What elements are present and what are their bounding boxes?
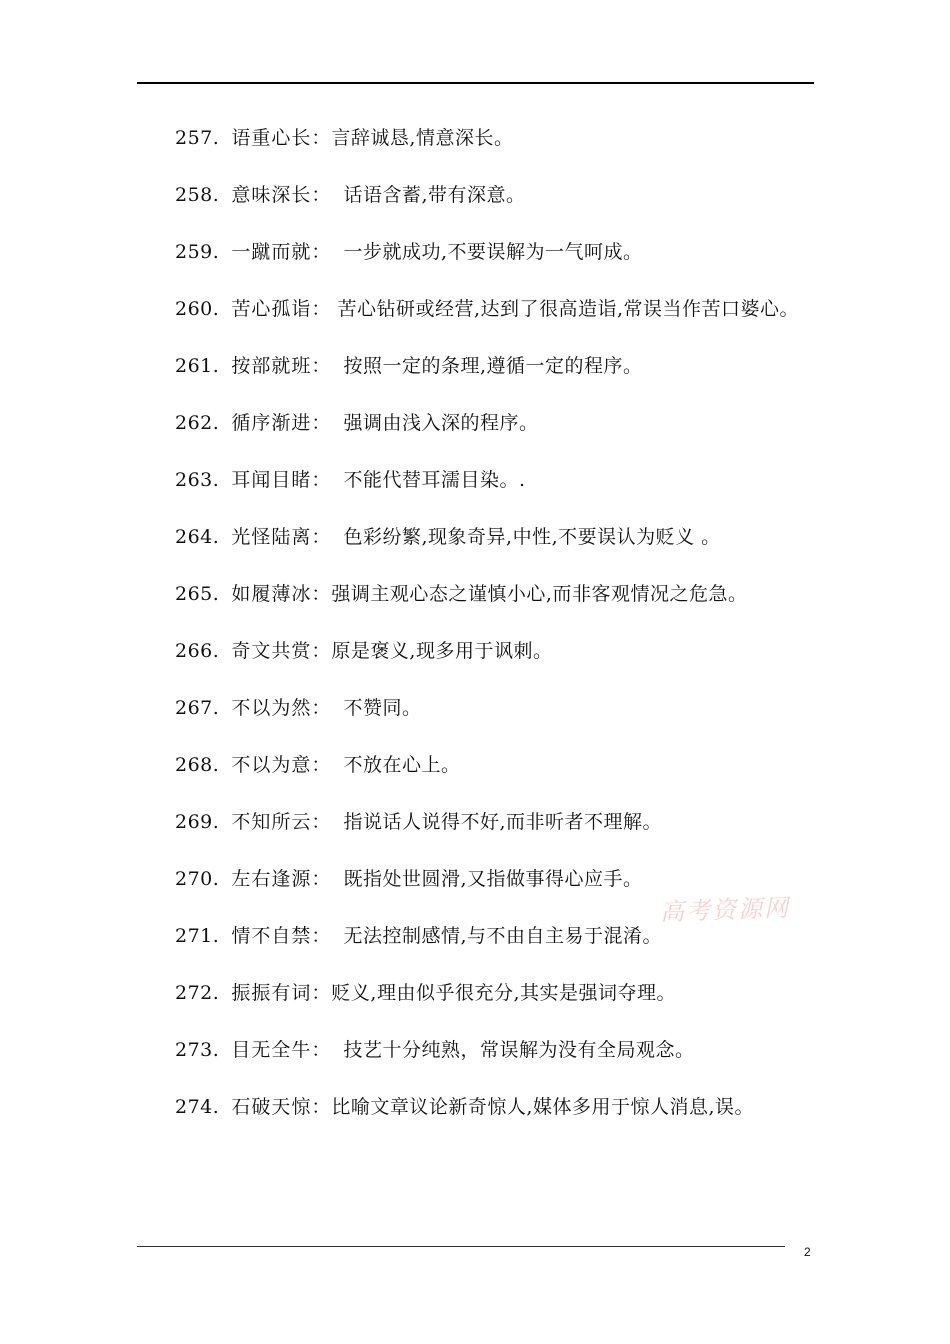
page-number: 2 [804, 1245, 811, 1259]
entry-term: 苦心孤诣： [231, 298, 332, 320]
entry-definition: 原是褒义,现多用于讽刺。 [331, 640, 553, 662]
list-item [137, 1089, 817, 1126]
entry-number: 266. [175, 640, 220, 662]
watermark-text: 高考资源网 [659, 893, 791, 927]
list-item [137, 120, 817, 157]
entry-term: 语重心长： [231, 127, 332, 149]
entry-term: 不知所云： [231, 811, 332, 833]
entry-term: 按部就班： [231, 355, 332, 377]
list-item [137, 690, 817, 727]
entry-term: 情不自禁： [231, 925, 332, 947]
entry-number: 273. [175, 1039, 220, 1061]
entry-number: 274. [175, 1096, 220, 1118]
entry-term: 振振有词： [231, 982, 332, 1004]
entry-number: 261. [175, 355, 220, 377]
entry-term: 如履薄冰： [231, 583, 332, 605]
entry-number: 272. [175, 982, 220, 1004]
entry-definition: 色彩纷繁,现象奇异,中性,不要误认为贬义 。 [343, 526, 721, 548]
entry-term: 耳闻目睹： [231, 469, 332, 491]
entry-definition: 比喻文章议论新奇惊人,媒体多用于惊人消息,误。 [331, 1096, 755, 1118]
list-item [137, 747, 817, 784]
entry-number: 262. [175, 412, 220, 434]
idiom-list [137, 120, 817, 1146]
entry-number: 269. [175, 811, 220, 833]
list-item [137, 519, 817, 556]
entry-number: 263. [175, 469, 220, 491]
entry-number: 268. [175, 754, 220, 776]
entry-number: 264. [175, 526, 220, 548]
entry-term: 左右逢源： [231, 868, 332, 890]
entry-definition: 既指处世圆滑,又指做事得心应手。 [343, 868, 643, 890]
entry-definition: 言辞诚恳,情意深长。 [331, 127, 514, 149]
list-item [137, 348, 817, 385]
list-item [137, 576, 817, 613]
entry-definition: 不赞同。 [343, 697, 422, 719]
entry-definition: 话语含蓄,带有深意。 [343, 184, 526, 206]
list-item [137, 1032, 817, 1069]
entry-number: 270. [175, 868, 220, 890]
entry-term: 不以为然： [231, 697, 332, 719]
entry-term: 一蹴而就： [231, 241, 332, 263]
entry-number: 271. [175, 925, 220, 947]
entry-definition: 强调由浅入深的程序。 [343, 412, 539, 434]
list-item [137, 405, 817, 442]
entry-term: 意味深长： [231, 184, 332, 206]
entry-term: 目无全牛： [231, 1039, 332, 1061]
entry-number: 260. [175, 298, 220, 320]
entry-term: 奇文共赏： [231, 640, 332, 662]
list-item [137, 462, 817, 499]
entry-definition: 无法控制感情,与不由自主易于混淆。 [343, 925, 663, 947]
entry-number: 265. [175, 583, 220, 605]
entry-term: 光怪陆离： [231, 526, 332, 548]
entry-number: 259. [175, 241, 220, 263]
list-item [137, 291, 817, 328]
entry-number: 257. [175, 127, 220, 149]
list-item [137, 633, 817, 670]
entry-term: 循序渐进： [231, 412, 332, 434]
list-item [137, 975, 817, 1012]
entry-definition: 苦心钻研或经营,达到了很高造诣,常误当作苦口婆心。 [337, 298, 800, 320]
entry-definition: 不能代替耳濡目染。. [343, 469, 526, 491]
entry-definition: 技艺十分纯熟，常误解为没有全局观念。 [343, 1039, 695, 1061]
entry-definition: 强调主观心态之谨慎小心,而非客观情况之危急。 [331, 583, 748, 605]
header-rule [137, 82, 814, 84]
entry-number: 258. [175, 184, 220, 206]
entry-term: 石破天惊： [231, 1096, 332, 1118]
list-item [137, 177, 817, 214]
list-item [137, 804, 817, 841]
entry-definition: 指说话人说得不好,而非听者不理解。 [343, 811, 663, 833]
entry-definition: 一步就成功,不要误解为一气呵成。 [343, 241, 643, 263]
list-item [137, 234, 817, 271]
entry-definition: 按照一定的条理,遵循一定的程序。 [343, 355, 643, 377]
footer-rule [137, 1246, 785, 1247]
entry-term: 不以为意： [231, 754, 332, 776]
entry-definition: 贬义,理由似乎很充分,其实是强词夺理。 [331, 982, 677, 1004]
entry-definition: 不放在心上。 [343, 754, 461, 776]
entry-number: 267. [175, 697, 220, 719]
